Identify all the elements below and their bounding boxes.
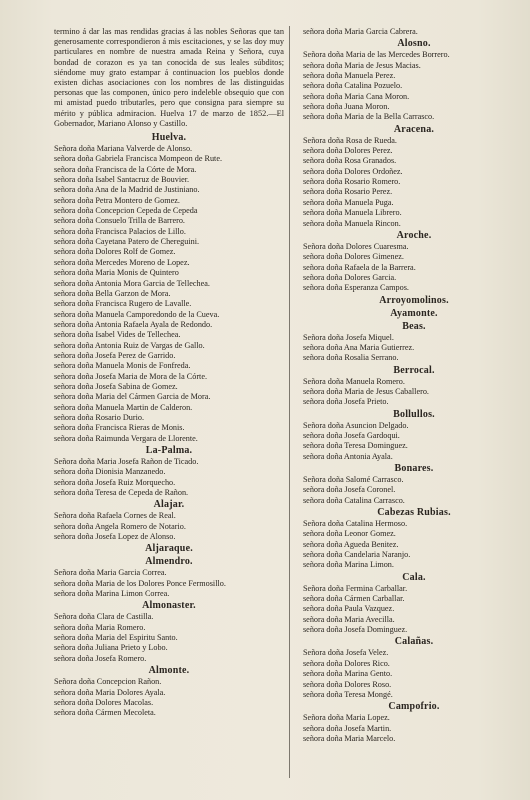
name-entry: señora doña Maria Romero.	[54, 622, 146, 632]
intro-paragraph: termino á dar las mas rendidas gracias á las nobles Señoras que tan generosamente correspondieron á mis escitaciones, y se las doy muy particulares en nombre de nuestra amada Reina y Señora, cuya bondad de corazon es ya tan conocida de sus leales súbditos; siéndome muy grato estampar á continuacion los pueblos donde existen dichas asociaciones con los nombres de las distinguidas personas que las componen, único pero indeleble obsequio que con mi amistad puedo tributarles, pero que consigna para siempre su mérito y pública admiracion. Huelva 17 de marzo de 1852.—El Gobernador, Mariano Alonso y Castillo.	[54, 27, 284, 128]
name-entry: señora doña Cármen Carballar.	[303, 594, 405, 604]
name-entry: Señora doña Maria Lopez.	[303, 713, 390, 723]
name-entry: señora doña Catalina Pozuelo.	[303, 81, 403, 91]
town-heading: Almonaster.	[142, 600, 196, 612]
name-entry: señora doña Juana Moron.	[303, 102, 390, 112]
name-entry: señora doña Dolores Rolf de Gomez.	[54, 247, 176, 257]
left-column	[54, 27, 284, 796]
name-entry: señora doña Francisca Rieras de Monis.	[54, 423, 185, 433]
name-entry: señora doña Maria de Jesus Caballero.	[303, 386, 429, 396]
town-heading: Bonares.	[394, 463, 434, 474]
name-entry: Señora doña Mariana Valverde de Alonso.	[54, 144, 193, 154]
name-entry: señora doña Isabel Vides de Tellechea.	[54, 330, 181, 340]
name-entry: señora doña Consuelo Trilla de Barrero.	[54, 216, 185, 226]
name-entry: señora doña Manuela Librero.	[303, 208, 402, 218]
name-entry: señora doña Angela Romero de Notario.	[54, 521, 186, 531]
name-entry: señora doña Josefa Perez de Garrido.	[54, 350, 176, 360]
name-entry: señora doña Petra Montero de Gomez.	[54, 195, 180, 205]
name-entry: Señora doña Catalina Hermoso.	[303, 519, 408, 529]
name-entry: señora doña Maria de la Bella Carrasco.	[303, 112, 435, 122]
name-entry: señora doña Antonia Rafaela Ayala de Redondo.	[54, 319, 213, 329]
name-entry: señora doña Josefa Romero.	[54, 653, 147, 663]
name-entry: señora doña Maria del Cármen Garcia de Mora.	[54, 392, 211, 402]
name-entry: Señora doña Maria de las Mercedes Borrero.	[303, 50, 450, 60]
name-entry: señora doña Ana de la Madrid de Justiniano.	[54, 185, 200, 195]
name-entry: señora doña Josefa Martin.	[303, 723, 392, 733]
name-entry: señora doña Maria de Jesus Macias.	[303, 60, 421, 70]
town-heading: La-Palma.	[145, 445, 193, 456]
name-entry: señora doña Josefa Sabina de Gomez.	[54, 381, 178, 391]
right-town-list	[303, 37, 525, 744]
town-heading: Almendro.	[145, 556, 193, 568]
name-entry: señora doña Teresa Dominguez.	[303, 441, 408, 451]
name-entry: señora doña Cármen Mecoleta.	[54, 708, 156, 718]
name-entry: señora doña Paula Vazquez.	[303, 604, 395, 614]
town-heading: Almonte.	[148, 665, 190, 677]
name-entry: señora doña Manuela Puga.	[303, 197, 394, 207]
name-entry: Señora doña Maria Josefa Rañon de Ticado.	[54, 457, 199, 466]
name-entry: señora doña Manuela Monis de Fonfreda.	[54, 361, 191, 371]
town-heading: Alajar.	[153, 499, 185, 511]
name-entry: señora doña Maria Garcia Cabrera.	[303, 27, 418, 36]
name-entry: Señora doña Josefa Miquel.	[303, 332, 394, 342]
name-entry: señora doña Dolores Perez.	[303, 146, 393, 156]
town-heading: Cabezas Rubias.	[377, 507, 451, 519]
name-entry: señora doña Rosa Granados.	[303, 156, 397, 166]
town-heading: Calañas.	[394, 636, 434, 648]
name-entry: señora doña Maria Cana Moron.	[303, 91, 410, 101]
name-entry: Señora doña Clara de Castilla.	[54, 612, 154, 622]
town-heading: Huelva.	[151, 132, 187, 144]
name-entry: Señora doña Concepcion Rañon.	[54, 677, 162, 687]
name-entry: señora doña Ana Maria Gutierrez.	[303, 342, 415, 352]
name-entry: señora doña Manuela Rincon.	[303, 218, 401, 228]
name-entry: señora doña Josefa Ruiz Morquecho.	[54, 477, 176, 487]
name-entry: señora doña Francisca Palacios de Lillo.	[54, 226, 186, 236]
name-entry: señora doña Rosario Romero.	[303, 177, 401, 187]
name-entry: señora doña Maria Marcelo.	[303, 733, 396, 743]
name-entry: señora doña Bella Garzon de Mora.	[54, 288, 171, 298]
name-entry: señora doña Manuela Perez.	[303, 71, 396, 81]
name-entry: señora doña Josefa Coronel.	[303, 485, 396, 495]
name-entry: Señora doña Rafaela Cornes de Real.	[54, 511, 176, 521]
name-entry: señora doña Rosalia Serrano.	[303, 353, 399, 363]
name-entry: Señora doña Rosa de Rueda.	[303, 135, 397, 145]
name-entry: señora doña Candelaria Naranjo.	[303, 550, 411, 560]
name-entry: señora doña Francisca Rugero de Lavalle.	[54, 299, 192, 309]
name-entry: señora doña Josefa Lopez de Alonso.	[54, 532, 176, 542]
name-entry: señora doña Francisca de la Córte de Mora.	[54, 164, 197, 174]
town-heading: Cala.	[402, 571, 426, 583]
name-entry: Señora doña Fermina Carballar.	[303, 583, 408, 593]
name-entry: señora doña Concepcion Cepeda de Cepeda	[54, 206, 198, 216]
name-entry: señora doña Dolores Rico.	[303, 658, 390, 668]
name-entry: señora doña Catalina Carrasco.	[303, 495, 405, 505]
name-entry: Señora doña Dolores Cuaresma.	[303, 241, 409, 251]
town-heading: Berrocal.	[393, 364, 435, 376]
name-entry: Señora doña Asuncion Delgado.	[303, 420, 409, 430]
name-entry: señora doña Teresa Mongé.	[303, 689, 393, 699]
name-entry: señora doña Maria de los Dolores Ponce Fermosillo.	[54, 578, 226, 588]
name-entry: señora doña Rosario Perez.	[303, 187, 393, 197]
name-entry: señora doña Mercedes Moreno de Lopez.	[54, 257, 190, 267]
town-heading: Aljaraque.	[145, 543, 193, 555]
town-heading: Aracena.	[393, 123, 435, 135]
name-entry: señora doña Maria del Espiritu Santo.	[54, 633, 178, 643]
town-heading: Campofrio.	[388, 701, 440, 713]
town-heading: Aroche.	[396, 229, 432, 241]
name-entry: señora doña Dolores Gimenez.	[303, 252, 404, 262]
name-entry: señora doña Manuela Camporedondo de la Cueva.	[54, 309, 220, 319]
name-entry: señora doña Marina Limon Correa.	[54, 589, 170, 599]
name-entry: señora doña Isabel Santacruz de Bouvier.	[54, 175, 190, 185]
name-entry: señora doña Antonia Mora Garcia de Tellechea.	[54, 278, 210, 288]
name-entry: señora doña Manuela Martin de Calderon.	[54, 402, 193, 412]
name-entry: señora doña Cayetana Patero de Chereguini.	[54, 237, 200, 247]
name-entry: Señora doña Salomé Carrasco.	[303, 475, 404, 484]
name-entry: señora doña Dolores Macolas.	[54, 697, 154, 707]
name-entry: señora doña Josefa Gardoqui.	[303, 430, 400, 440]
name-entry: señora doña Juliana Prieto y Lobo.	[54, 643, 168, 653]
name-entry: Señora doña Maria Garcia Correa.	[54, 568, 167, 578]
town-heading: Alosno.	[397, 38, 431, 50]
name-entry: señora doña Leonor Gomez.	[303, 529, 396, 539]
column-divider	[289, 26, 290, 778]
name-entry: señora doña Dolores Ordoñez.	[303, 166, 403, 176]
name-entry: señora doña Rafaela de la Barrera.	[303, 262, 416, 272]
name-entry: Señora doña Josefa Velez.	[303, 648, 389, 658]
name-entry: señora doña Marina Gento.	[303, 669, 393, 679]
town-heading: Beas.	[402, 320, 426, 332]
name-entry: señora doña Antonia Ayala.	[303, 451, 393, 461]
right-column	[303, 27, 525, 796]
name-entry: señora doña Marina Limon.	[303, 560, 394, 570]
name-entry: señora doña Maria Avecilla.	[303, 614, 395, 624]
name-entry: señora doña Gabriela Francisca Mompeon de Rute.	[54, 154, 223, 164]
name-entry: señora doña Josefa Maria de Mora de la Córte.	[54, 371, 208, 381]
name-entry: señora doña Maria Dolores Ayala.	[54, 687, 166, 697]
name-entry: señora doña Esperanza Campos.	[303, 283, 409, 293]
name-entry: señora doña Raimunda Vergara de Llorente.	[54, 433, 198, 443]
town-heading: Ayamonte.	[390, 307, 438, 319]
name-entry: Señora doña Manuela Romero.	[303, 376, 405, 386]
town-heading: Arroyomolinos.	[379, 294, 449, 306]
name-entry: señora doña Antonia Ruiz de Vargas de Gallo.	[54, 340, 205, 350]
name-entry: señora doña Dolores Garcia.	[303, 272, 397, 282]
name-entry: señora doña Rosario Durio.	[54, 412, 145, 422]
name-entry: señora doña Josefa Dominguez.	[303, 625, 408, 635]
name-entry: señora doña Dionisia Manzanedo.	[54, 467, 166, 477]
left-town-list	[54, 131, 284, 719]
name-entry: señora doña Teresa de Cepeda de Rañon.	[54, 488, 189, 498]
name-entry: señora doña Josefa Prieto.	[303, 397, 389, 407]
name-entry: señora doña Maria Monis de Quintero	[54, 268, 179, 278]
name-entry: señora doña Agueda Benitez.	[303, 539, 399, 549]
town-heading: Bollullos.	[393, 408, 435, 420]
name-entry: señora doña Dolores Roso.	[303, 679, 392, 689]
